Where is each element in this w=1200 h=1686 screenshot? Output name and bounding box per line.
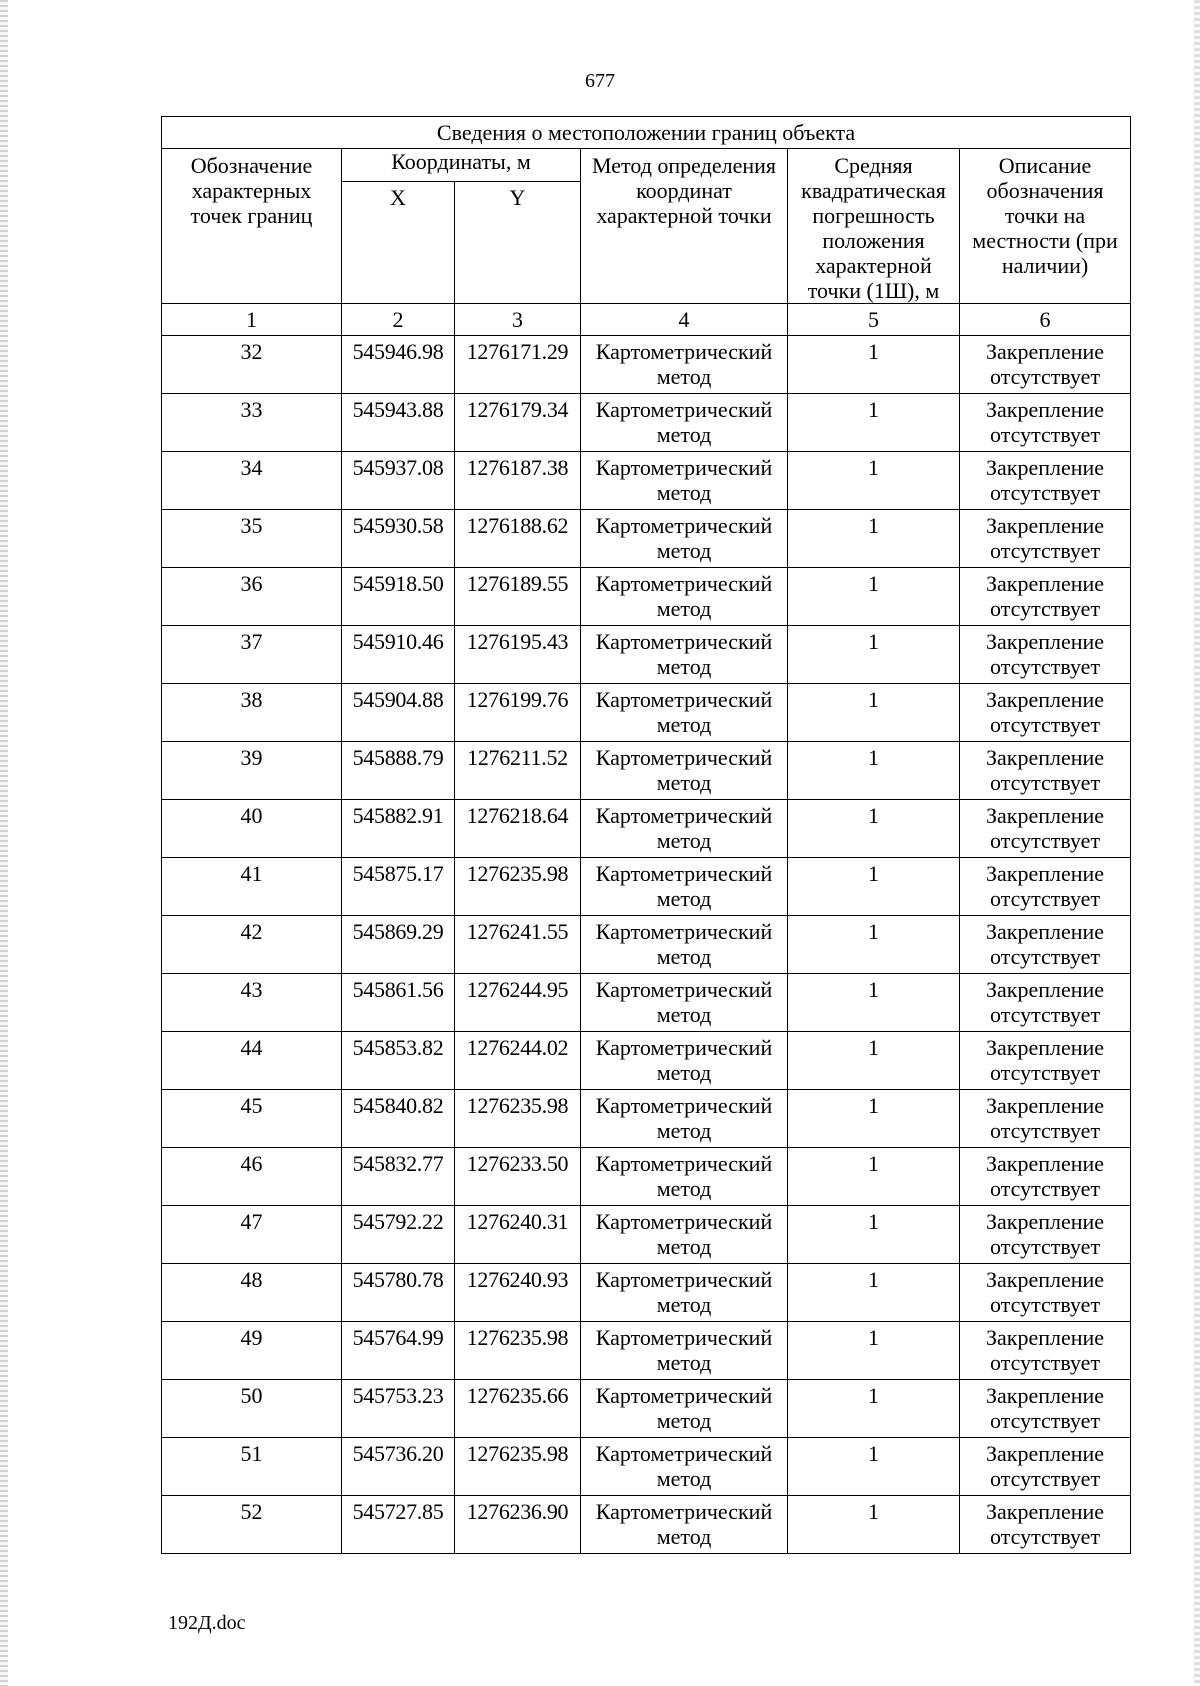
cell-y: 1276244.02 [455, 1032, 581, 1090]
cell-method: Картометрический метод [581, 916, 788, 974]
cell-description: Закрепление отсутствует [960, 510, 1131, 568]
page-number: 677 [585, 70, 615, 92]
cell-point: 48 [162, 1264, 342, 1322]
cell-description: Закрепление отсутствует [960, 1032, 1131, 1090]
cell-method: Картометрический метод [581, 1090, 788, 1148]
cell-x: 545904.88 [342, 684, 455, 742]
table-row [162, 916, 1131, 974]
cell-error: 1 [788, 1380, 960, 1438]
cell-description: Закрепление отсутствует [960, 974, 1131, 1032]
cell-error: 1 [788, 336, 960, 394]
cell-point: 37 [162, 626, 342, 684]
header-method: Метод определения координат характерной точки [581, 149, 788, 304]
cell-description: Закрепление отсутствует [960, 452, 1131, 510]
cell-method: Картометрический метод [581, 742, 788, 800]
cell-y: 1276241.55 [455, 916, 581, 974]
cell-point: 44 [162, 1032, 342, 1090]
table-row [162, 1032, 1131, 1090]
cell-method: Картометрический метод [581, 1264, 788, 1322]
cell-point: 43 [162, 974, 342, 1032]
cell-error: 1 [788, 1148, 960, 1206]
cell-description: Закрепление отсутствует [960, 336, 1131, 394]
cell-x: 545764.99 [342, 1322, 455, 1380]
table-row [162, 1322, 1131, 1380]
cell-point: 42 [162, 916, 342, 974]
table-row [162, 626, 1131, 684]
cell-point: 38 [162, 684, 342, 742]
cell-method: Картометрический метод [581, 510, 788, 568]
cell-method: Картометрический метод [581, 1322, 788, 1380]
cell-description: Закрепление отсутствует [960, 1380, 1131, 1438]
cell-error: 1 [788, 916, 960, 974]
cell-method: Картометрический метод [581, 1032, 788, 1090]
cell-error: 1 [788, 1032, 960, 1090]
cell-point: 52 [162, 1496, 342, 1554]
column-number: 2 [342, 304, 455, 336]
cell-error: 1 [788, 858, 960, 916]
scan-edge-right [1194, 0, 1200, 1686]
cell-description: Закрепление отсутствует [960, 1090, 1131, 1148]
cell-method: Картометрический метод [581, 1206, 788, 1264]
table-row [162, 1496, 1131, 1554]
table-row [162, 1264, 1131, 1322]
cell-description: Закрепление отсутствует [960, 1496, 1131, 1554]
cell-y: 1276240.31 [455, 1206, 581, 1264]
cell-x: 545875.17 [342, 858, 455, 916]
cell-method: Картометрический метод [581, 1496, 788, 1554]
cell-error: 1 [788, 626, 960, 684]
cell-x: 545840.82 [342, 1090, 455, 1148]
cell-description: Закрепление отсутствует [960, 1206, 1131, 1264]
cell-y: 1276189.55 [455, 568, 581, 626]
cell-method: Картометрический метод [581, 974, 788, 1032]
cell-error: 1 [788, 1264, 960, 1322]
column-number-row [162, 304, 1131, 336]
cell-method: Картометрический метод [581, 1148, 788, 1206]
cell-description: Закрепление отсутствует [960, 1322, 1131, 1380]
cell-point: 45 [162, 1090, 342, 1148]
cell-error: 1 [788, 452, 960, 510]
cell-error: 1 [788, 568, 960, 626]
column-number: 4 [581, 304, 788, 336]
cell-point: 41 [162, 858, 342, 916]
cell-x: 545853.82 [342, 1032, 455, 1090]
cell-method: Картометрический метод [581, 626, 788, 684]
cell-description: Закрепление отсутствует [960, 800, 1131, 858]
cell-y: 1276235.98 [455, 1322, 581, 1380]
cell-x: 545727.85 [342, 1496, 455, 1554]
cell-x: 545753.23 [342, 1380, 455, 1438]
cell-method: Картометрический метод [581, 800, 788, 858]
cell-x: 545946.98 [342, 336, 455, 394]
table-body [162, 336, 1131, 1554]
cell-point: 49 [162, 1322, 342, 1380]
cell-x: 545869.29 [342, 916, 455, 974]
cell-y: 1276179.34 [455, 394, 581, 452]
cell-y: 1276218.64 [455, 800, 581, 858]
table-row [162, 394, 1131, 452]
cell-method: Картометрический метод [581, 1438, 788, 1496]
table-row [162, 858, 1131, 916]
cell-description: Закрепление отсутствует [960, 858, 1131, 916]
cell-error: 1 [788, 1438, 960, 1496]
table-row [162, 336, 1131, 394]
cell-point: 33 [162, 394, 342, 452]
cell-description: Закрепление отсутствует [960, 742, 1131, 800]
cell-method: Картометрический метод [581, 568, 788, 626]
header-error: Средняя квадратическая погрешность положения характерной точки (1Ш), м [788, 149, 960, 304]
cell-x: 545937.08 [342, 452, 455, 510]
cell-description: Закрепление отсутствует [960, 1264, 1131, 1322]
table-row [162, 742, 1131, 800]
cell-x: 545888.79 [342, 742, 455, 800]
column-number: 6 [960, 304, 1131, 336]
cell-error: 1 [788, 684, 960, 742]
boundary-table [161, 116, 1131, 1554]
cell-x: 545792.22 [342, 1206, 455, 1264]
cell-point: 35 [162, 510, 342, 568]
cell-y: 1276235.66 [455, 1380, 581, 1438]
cell-error: 1 [788, 974, 960, 1032]
cell-x: 545918.50 [342, 568, 455, 626]
cell-y: 1276235.98 [455, 858, 581, 916]
table-row [162, 510, 1131, 568]
cell-y: 1276211.52 [455, 742, 581, 800]
cell-y: 1276187.38 [455, 452, 581, 510]
table-title: Сведения о местоположении границ объекта [162, 117, 1131, 149]
cell-y: 1276240.93 [455, 1264, 581, 1322]
cell-point: 39 [162, 742, 342, 800]
cell-description: Закрепление отсутствует [960, 1438, 1131, 1496]
cell-y: 1276235.98 [455, 1090, 581, 1148]
cell-method: Картометрический метод [581, 394, 788, 452]
cell-x: 545832.77 [342, 1148, 455, 1206]
cell-description: Закрепление отсутствует [960, 916, 1131, 974]
cell-y: 1276171.29 [455, 336, 581, 394]
cell-method: Картометрический метод [581, 336, 788, 394]
cell-point: 50 [162, 1380, 342, 1438]
cell-x: 545736.20 [342, 1438, 455, 1496]
cell-point: 34 [162, 452, 342, 510]
table-row [162, 684, 1131, 742]
table-row [162, 974, 1131, 1032]
column-number: 3 [455, 304, 581, 336]
header-x: X [342, 182, 455, 304]
cell-y: 1276199.76 [455, 684, 581, 742]
footer-filename: 192Д.doc [168, 1612, 246, 1634]
cell-x: 545780.78 [342, 1264, 455, 1322]
cell-description: Закрепление отсутствует [960, 394, 1131, 452]
table-row [162, 452, 1131, 510]
header-description: Описание обозначения точки на местности (при наличии) [960, 149, 1131, 304]
cell-description: Закрепление отсутствует [960, 568, 1131, 626]
cell-description: Закрепление отсутствует [960, 1148, 1131, 1206]
header-coords: Координаты, м [342, 149, 581, 182]
cell-description: Закрепление отсутствует [960, 684, 1131, 742]
cell-y: 1276195.43 [455, 626, 581, 684]
cell-error: 1 [788, 800, 960, 858]
cell-point: 47 [162, 1206, 342, 1264]
cell-point: 32 [162, 336, 342, 394]
column-number: 5 [788, 304, 960, 336]
cell-method: Картометрический метод [581, 1380, 788, 1438]
cell-error: 1 [788, 1322, 960, 1380]
cell-method: Картометрический метод [581, 684, 788, 742]
cell-error: 1 [788, 1206, 960, 1264]
cell-error: 1 [788, 394, 960, 452]
cell-x: 545930.58 [342, 510, 455, 568]
table-row [162, 800, 1131, 858]
cell-point: 51 [162, 1438, 342, 1496]
table-row [162, 1090, 1131, 1148]
table-row [162, 1148, 1131, 1206]
cell-method: Картометрический метод [581, 858, 788, 916]
cell-point: 46 [162, 1148, 342, 1206]
cell-error: 1 [788, 1496, 960, 1554]
cell-x: 545910.46 [342, 626, 455, 684]
cell-error: 1 [788, 742, 960, 800]
cell-description: Закрепление отсутствует [960, 626, 1131, 684]
cell-point: 40 [162, 800, 342, 858]
cell-x: 545861.56 [342, 974, 455, 1032]
header-y: Y [455, 182, 581, 304]
cell-point: 36 [162, 568, 342, 626]
table-row [162, 1438, 1131, 1496]
cell-error: 1 [788, 510, 960, 568]
column-number: 1 [162, 304, 342, 336]
cell-y: 1276188.62 [455, 510, 581, 568]
table-row [162, 568, 1131, 626]
table-row [162, 1380, 1131, 1438]
cell-method: Картометрический метод [581, 452, 788, 510]
cell-y: 1276233.50 [455, 1148, 581, 1206]
cell-error: 1 [788, 1090, 960, 1148]
cell-y: 1276236.90 [455, 1496, 581, 1554]
cell-x: 545882.91 [342, 800, 455, 858]
cell-y: 1276244.95 [455, 974, 581, 1032]
header-point: Обозначение характерных точек границ [162, 149, 342, 304]
cell-x: 545943.88 [342, 394, 455, 452]
cell-y: 1276235.98 [455, 1438, 581, 1496]
table-row [162, 1206, 1131, 1264]
scan-edge-left [0, 0, 8, 1686]
